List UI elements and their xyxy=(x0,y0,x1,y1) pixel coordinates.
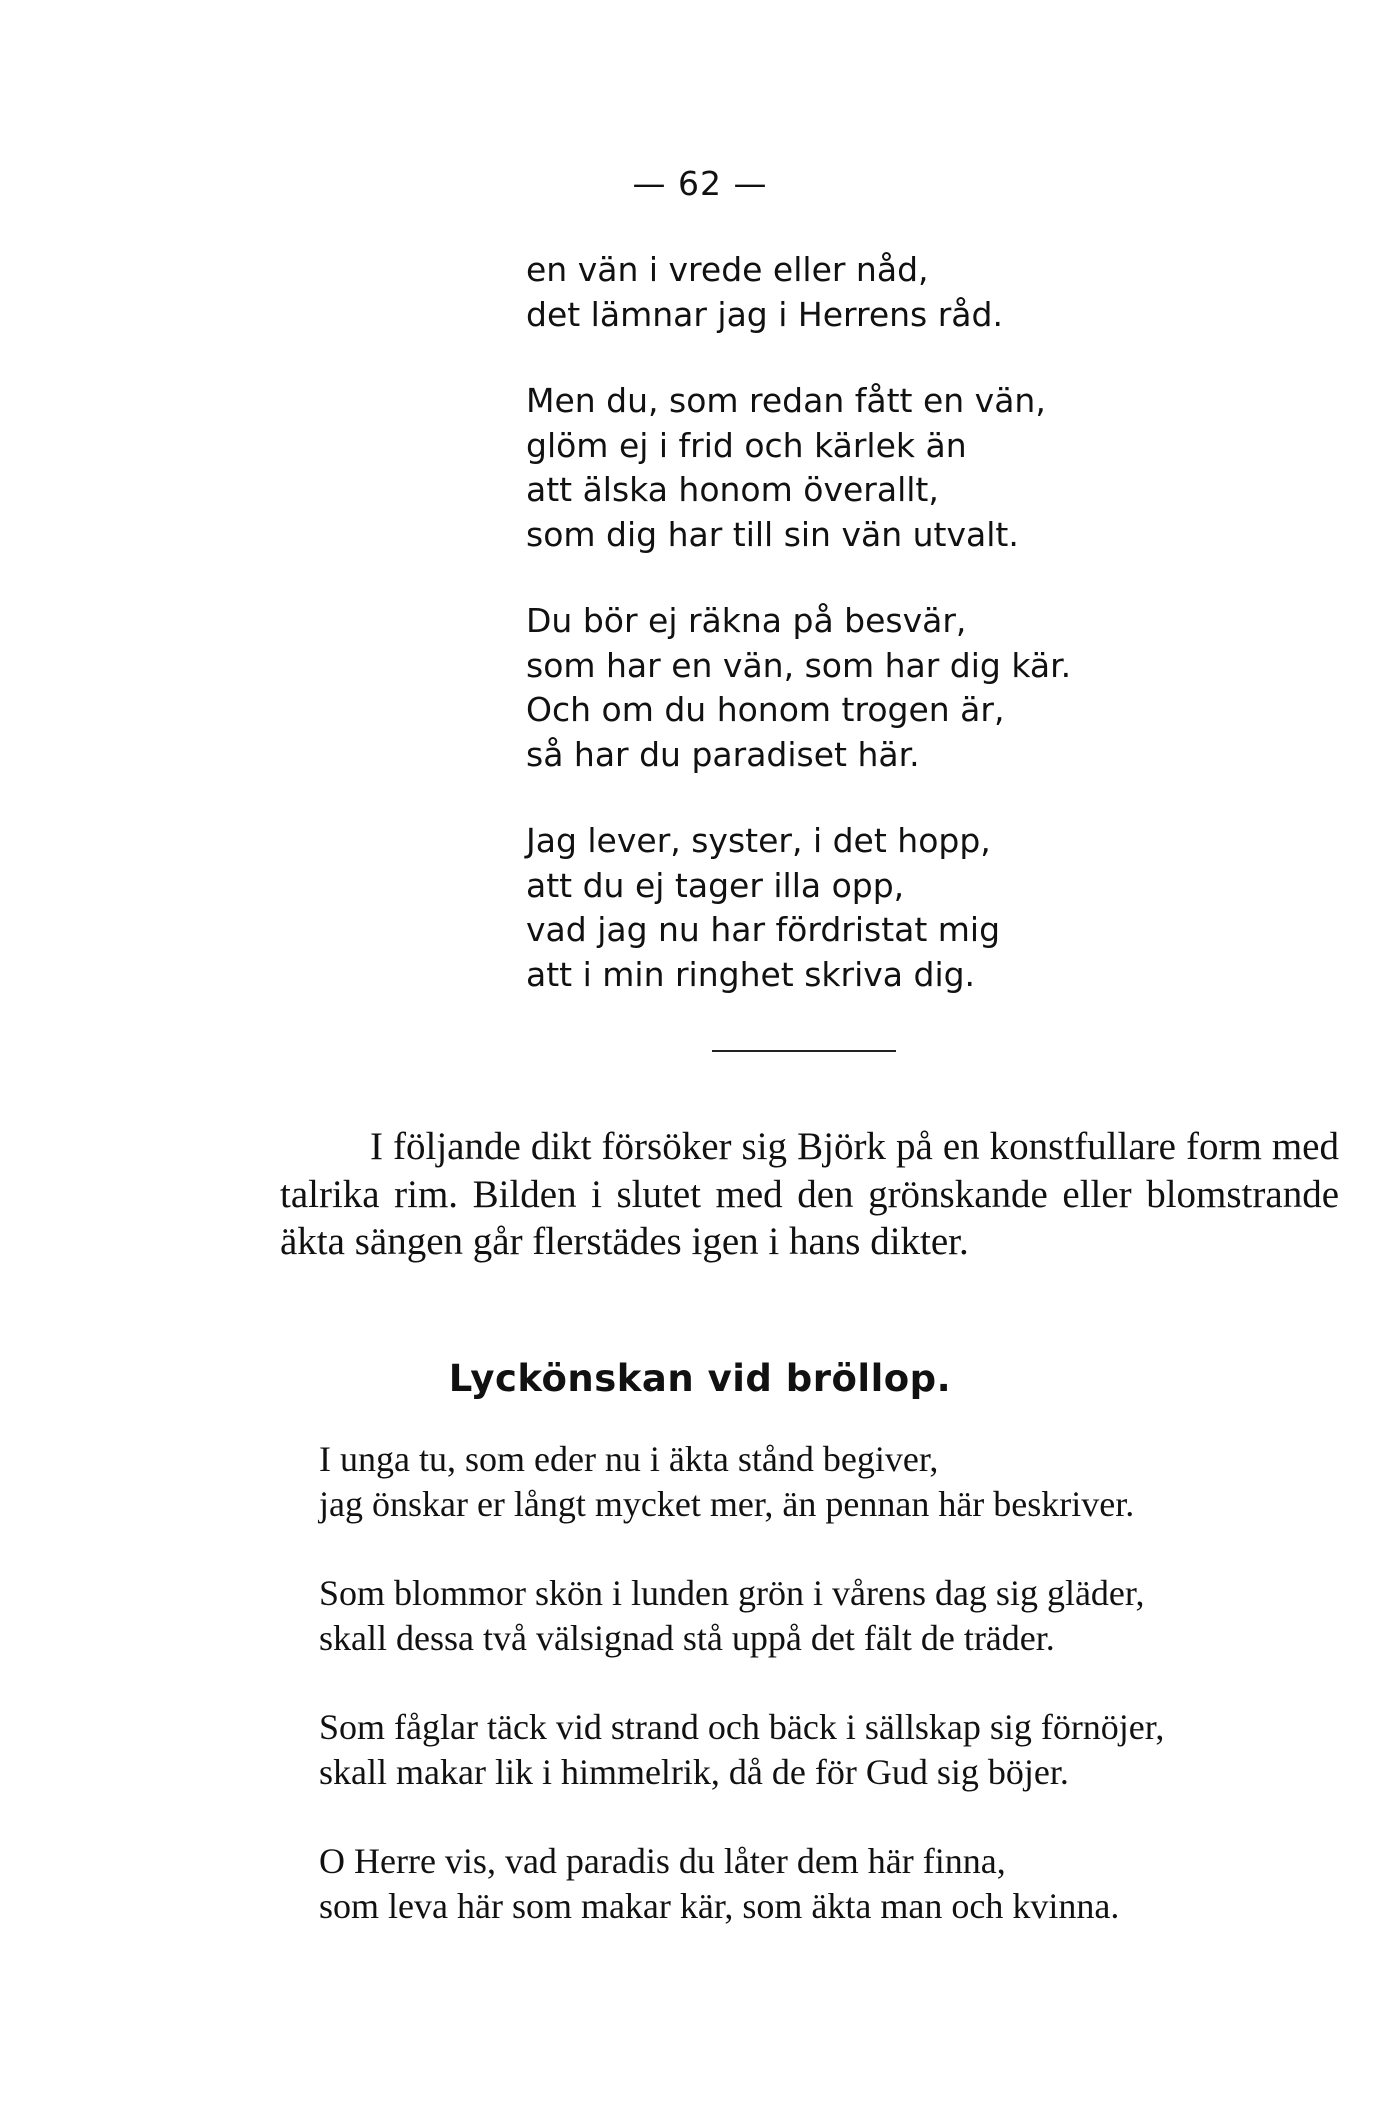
stanza xyxy=(319,1839,1164,1929)
poem-line: skall dessa två välsignad stå uppå det fält de träder. xyxy=(319,1618,1055,1658)
stanza xyxy=(319,1705,1164,1795)
stanza xyxy=(319,1571,1164,1661)
poem-line: Och om du honom trogen är, xyxy=(526,690,1005,729)
poem-second xyxy=(319,1437,1164,1929)
stanza xyxy=(526,819,1071,997)
poem-line: att älska honom överallt, xyxy=(526,470,939,509)
poem-line: jag önskar er långt mycket mer, än pennan här beskriver. xyxy=(319,1484,1135,1524)
poem-line: vad jag nu har fördristat mig xyxy=(526,910,1001,949)
section-divider xyxy=(712,1050,896,1052)
poem-line: I unga tu, som eder nu i äkta stånd begiver, xyxy=(319,1439,939,1479)
poem-line: O Herre vis, vad paradis du låter dem här finna, xyxy=(319,1841,1006,1881)
poem-line: som leva här som makar kär, som äkta man och kvinna. xyxy=(319,1886,1120,1926)
poem-line: en vän i vrede eller nåd, xyxy=(526,250,929,289)
poem-line: som dig har till sin vän utvalt. xyxy=(526,514,1019,554)
poem-line: Men du, som redan fått en vän, xyxy=(526,381,1046,420)
page-number: — 62 — xyxy=(632,164,768,203)
poem-line: Som blommor skön i lunden grön i vårens dag sig gläder, xyxy=(319,1573,1145,1613)
stanza xyxy=(319,1437,1164,1527)
stanza xyxy=(526,599,1071,777)
poem-line: Jag lever, syster, i det hopp, xyxy=(526,821,991,860)
poem-line: det lämnar jag i Herrens råd. xyxy=(526,294,1003,334)
poem-line: Som fåglar täck vid strand och bäck i sällskap sig förnöjer, xyxy=(319,1707,1165,1747)
commentary-paragraph xyxy=(280,1123,1339,1266)
poem-line: glöm ej i frid och kärlek än xyxy=(526,425,967,465)
poem-line: Du bör ej räkna på besvär, xyxy=(526,601,967,640)
paragraph-text: I följande dikt försöker sig Björk på en konstfullare form med talrika rim. Bilden i slutet med den grönskande eller blomstrande äkta sängen går flerstädes igen i hans dikter. xyxy=(280,1125,1339,1263)
poem-line: som har en vän, som har dig kär. xyxy=(526,645,1072,685)
poem-line: att du ej tager illa opp, xyxy=(526,865,905,905)
poem-title: Lyckönskan vid bröllop. xyxy=(448,1357,952,1400)
poem-line: att i min ringhet skriva dig. xyxy=(526,954,976,994)
stanza xyxy=(526,379,1071,557)
poem-line: så har du paradiset här. xyxy=(526,734,920,774)
stanza xyxy=(526,248,1071,337)
poem-first xyxy=(526,248,1071,997)
poem-line: skall makar lik i himmelrik, då de för Gud sig böjer. xyxy=(319,1752,1069,1792)
